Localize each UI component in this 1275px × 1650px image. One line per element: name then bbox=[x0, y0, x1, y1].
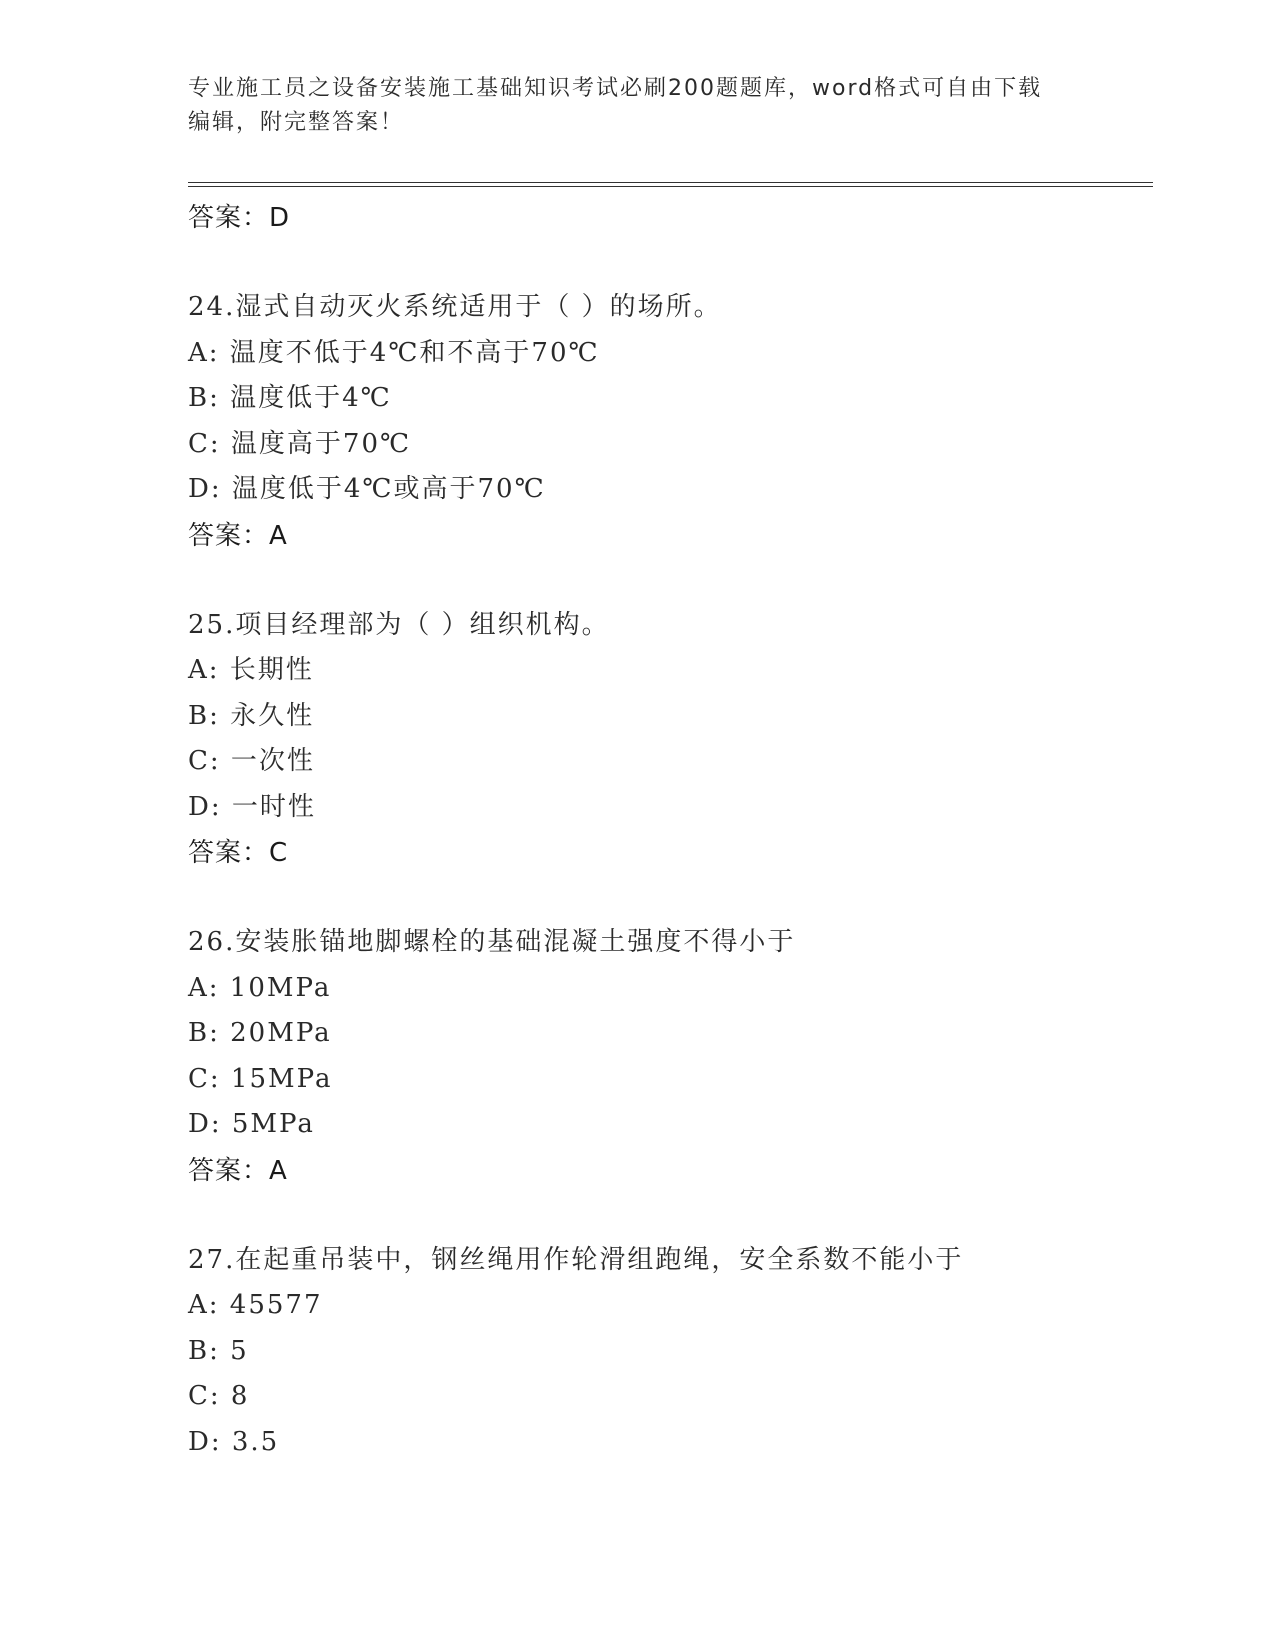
option-a: A: 45577 bbox=[188, 1290, 323, 1320]
option-d: D: 温度低于4℃或高于70℃ bbox=[188, 474, 546, 504]
option-d: D: 5MPa bbox=[188, 1109, 315, 1139]
option-a: A: 长期性 bbox=[188, 655, 314, 685]
option-d: D: 3.5 bbox=[188, 1426, 280, 1457]
question-25 bbox=[188, 603, 1153, 877]
option-a: A: 10MPa bbox=[188, 972, 332, 1003]
header-line-2: 编辑，附完整答案！ bbox=[188, 110, 405, 135]
header-divider bbox=[188, 182, 1153, 187]
option-c: C: 15MPa bbox=[188, 1063, 333, 1094]
question-answer: 答案：A bbox=[188, 1155, 288, 1186]
option-b: B: 永久性 bbox=[188, 700, 315, 731]
option-b: B: 5 bbox=[188, 1335, 249, 1366]
option-b: B: 20MPa bbox=[188, 1018, 332, 1048]
question-24 bbox=[188, 285, 1153, 559]
option-c: C: 温度高于70℃ bbox=[188, 428, 412, 459]
question-26 bbox=[188, 920, 1153, 1194]
question-stem: 24.湿式自动灭火系统适用于（ ）的场所。 bbox=[188, 292, 722, 322]
option-a: A: 温度不低于4℃和不高于70℃ bbox=[188, 337, 600, 368]
option-d: D: 一时性 bbox=[188, 791, 316, 822]
question-answer: 答案：A bbox=[188, 520, 288, 551]
option-c: C: 8 bbox=[188, 1381, 250, 1411]
document-header bbox=[188, 72, 1153, 140]
option-b: B: 温度低于4℃ bbox=[188, 383, 392, 413]
question-answer: 答案：C bbox=[188, 838, 289, 868]
question-stem: 26.安装胀锚地脚螺栓的基础混凝土强度不得小于 bbox=[188, 927, 796, 957]
question-stem: 27.在起重吊装中，钢丝绳用作轮滑组跑绳，安全系数不能小于 bbox=[188, 1244, 964, 1275]
question-stem: 25.项目经理部为（ ）组织机构。 bbox=[188, 609, 610, 640]
header-line-1: 专业施工员之设备安装施工基础知识考试必刷200题题库，word格式可自由下载 bbox=[188, 76, 1043, 101]
question-27 bbox=[188, 1238, 1153, 1466]
previous-answer: 答案：D bbox=[188, 203, 291, 233]
option-c: C: 一次性 bbox=[188, 746, 315, 776]
document-page bbox=[188, 72, 1153, 1465]
